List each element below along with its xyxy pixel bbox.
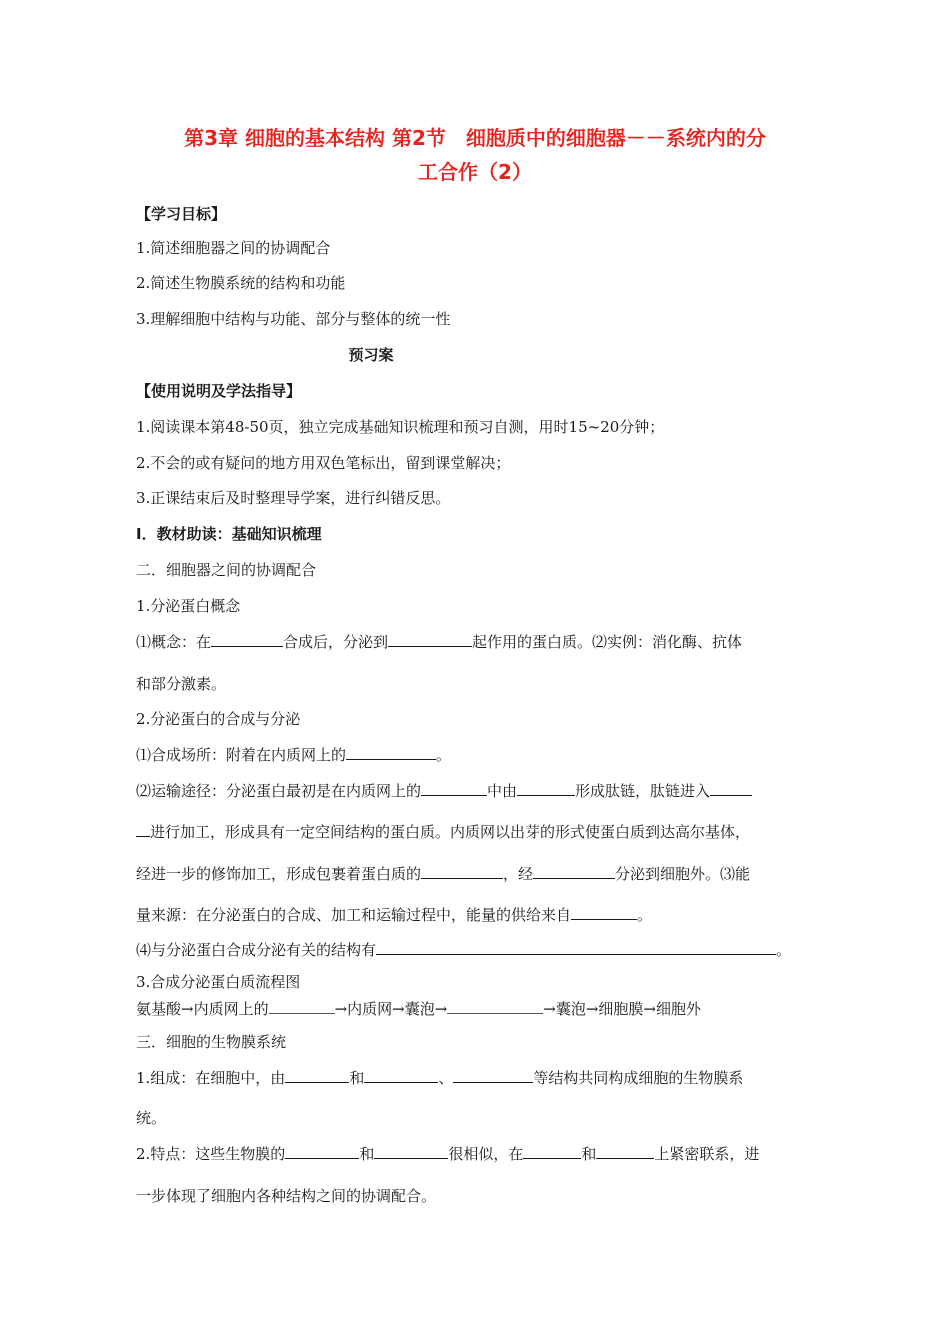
fill-blank[interactable] bbox=[364, 1068, 438, 1083]
topic-heading: 3.合成分泌蛋白质流程图 bbox=[136, 973, 301, 991]
fill-blank[interactable] bbox=[421, 864, 503, 879]
document-title-line-2: 工合作（2） bbox=[418, 160, 532, 184]
fill-blank[interactable] bbox=[421, 781, 487, 796]
transport-line: ⑵运输途径：分泌蛋白最初是在内质网上的 中由 形成肽链，肽链进入 bbox=[136, 781, 752, 801]
features-line: 2.特点：这些生物膜的 和 很相似，在 和 上紧密联系，进 bbox=[136, 1145, 760, 1163]
concept-line-cont: 和部分激素。 bbox=[136, 675, 227, 693]
fill-blank[interactable] bbox=[453, 1068, 533, 1083]
document-title-line-1: 第3章 细胞的基本结构 第2节 细胞质中的细胞器－－系统内的分 bbox=[184, 126, 766, 150]
synthesis-site-line: ⑴合成场所：附着在内质网上的 。 bbox=[136, 746, 452, 764]
fill-blank[interactable] bbox=[211, 632, 283, 647]
fill-blank[interactable] bbox=[269, 1001, 335, 1014]
subsection-heading: 三．细胞的生物膜系统 bbox=[136, 1033, 287, 1051]
fill-blank[interactable] bbox=[571, 905, 637, 920]
section-heading: Ⅰ．教材助读：基础知识梳理 bbox=[136, 525, 322, 543]
goals-heading: 【学习目标】 bbox=[136, 205, 227, 223]
fill-blank[interactable] bbox=[517, 781, 575, 796]
energy-line: 量来源：在分泌蛋白的合成、加工和运输过程中，能量的供给来自 。 bbox=[136, 906, 653, 924]
preview-heading: 预习案 bbox=[348, 346, 394, 364]
usage-item: 2.不会的或有疑问的地方用双色笔标出，留到课堂解决； bbox=[136, 454, 511, 472]
fill-blank[interactable] bbox=[376, 940, 776, 955]
topic-heading: 2.分泌蛋白的合成与分泌 bbox=[136, 710, 301, 728]
composition-line: 1.组成：在细胞中，由 和 、 等结构共同构成细胞的生物膜系 bbox=[136, 1069, 744, 1087]
fill-blank[interactable] bbox=[447, 1001, 543, 1014]
goal-item: 2.简述生物膜系统的结构和功能 bbox=[136, 274, 346, 292]
goal-item: 3.理解细胞中结构与功能、部分与整体的统一性 bbox=[136, 310, 451, 328]
features-line-cont: 一步体现了细胞内各种结构之间的协调配合。 bbox=[136, 1187, 437, 1205]
fill-blank[interactable] bbox=[136, 822, 150, 837]
fill-blank[interactable] bbox=[523, 1144, 581, 1159]
composition-line-cont: 统。 bbox=[136, 1109, 167, 1127]
fill-blank[interactable] bbox=[388, 632, 472, 647]
concept-line: ⑴概念：在 合成后，分泌到 起作用的蛋白质。⑵实例：消化酶、抗体 bbox=[136, 633, 743, 651]
fill-blank[interactable] bbox=[374, 1144, 448, 1159]
usage-item: 1.阅读课本第48-50页，独立完成基础知识梳理和预习自测，用时15~20分钟； bbox=[136, 418, 665, 436]
fill-blank[interactable] bbox=[596, 1144, 654, 1159]
flow-chart-line: 氨基酸→内质网上的 →内质网→囊泡→ →囊泡→细胞膜→细胞外 bbox=[136, 1000, 702, 1018]
fill-blank[interactable] bbox=[346, 745, 436, 760]
transport-line-cont: 经进一步的修饰加工，形成包裹着蛋白质的 ，经 分泌到细胞外。⑶能 bbox=[136, 865, 751, 883]
fill-blank[interactable] bbox=[710, 781, 752, 796]
topic-heading: 1.分泌蛋白概念 bbox=[136, 597, 241, 615]
usage-item: 3.正课结束后及时整理导学案，进行纠错反思。 bbox=[136, 489, 451, 507]
usage-heading: 【使用说明及学法指导】 bbox=[136, 382, 302, 400]
goal-item: 1.简述细胞器之间的协调配合 bbox=[136, 239, 331, 257]
fill-blank[interactable] bbox=[285, 1144, 359, 1159]
subsection-heading: 二．细胞器之间的协调配合 bbox=[136, 561, 317, 579]
transport-line-cont: 进行加工，形成具有一定空间结构的蛋白质。内质网以出芽的形式使蛋白质到达高尔基体， bbox=[136, 822, 750, 842]
fill-blank[interactable] bbox=[285, 1068, 349, 1083]
related-structures-line: ⑷与分泌蛋白合成分泌有关的结构有 。 bbox=[136, 941, 792, 959]
fill-blank[interactable] bbox=[533, 864, 615, 879]
